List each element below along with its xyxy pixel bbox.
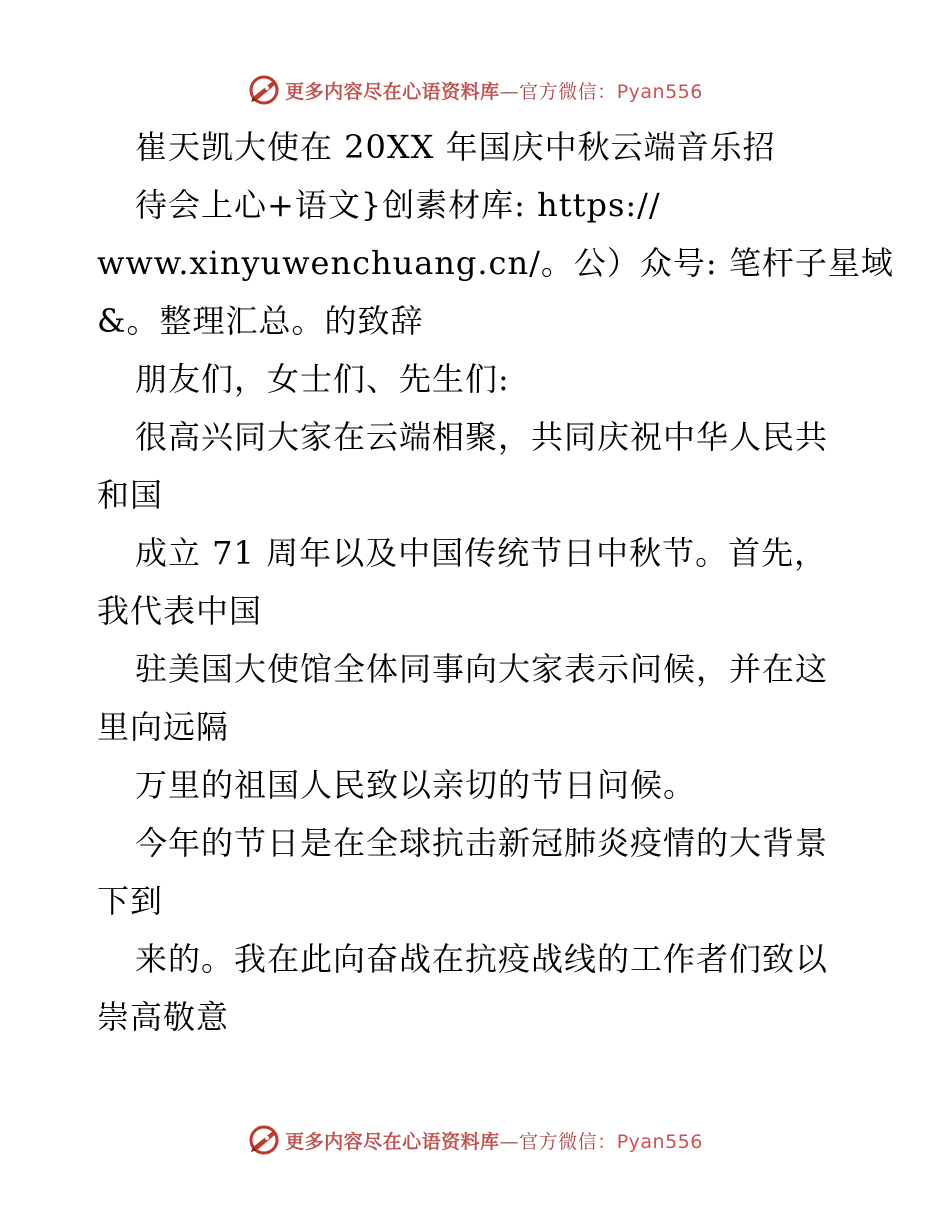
text-line: 待会上心+语文}创素材库: https:// bbox=[135, 186, 661, 224]
text-line: 和国 bbox=[97, 476, 164, 514]
text-line: 很高兴同大家在云端相聚，共同庆祝中华人民共 bbox=[135, 418, 829, 456]
banner-text bbox=[285, 1127, 703, 1154]
text-line: 来的。我在此向奋战在抗疫战线的工作者们致以 bbox=[135, 940, 829, 978]
text-line: &。整理汇总。的致辞 bbox=[97, 302, 424, 340]
text-line: 崇高敬意 bbox=[97, 998, 230, 1036]
text-line: 崔天凯大使在 20XX 年国庆中秋云端音乐招 bbox=[135, 128, 776, 166]
banner-prefix: 更多内容尽在心语资料库 bbox=[285, 80, 500, 103]
text-line: www.xinyuwenchuang.cn/。公）众号: 笔杆子星域 bbox=[97, 244, 894, 282]
footer-banner bbox=[0, 1120, 950, 1160]
text-line: 驻美国大使馆全体同事向大家表示问候，并在这 bbox=[135, 650, 829, 688]
text-line: 万里的祖国人民致以亲切的节日问候。 bbox=[135, 766, 697, 804]
banner-wechat-id: Pyan556 bbox=[616, 1130, 703, 1153]
text-line: 下到 bbox=[97, 882, 164, 920]
banner-suffix: 官方微信： bbox=[519, 80, 617, 103]
text-line: 成立 71 周年以及中国传统节日中秋节。首先， bbox=[135, 534, 828, 572]
text-line: 今年的节日是在全球抗击新冠肺炎疫情的大背景 bbox=[135, 824, 829, 862]
banner-prefix: 更多内容尽在心语资料库 bbox=[285, 1130, 500, 1153]
header-banner bbox=[0, 70, 950, 110]
text-line: 里向远隔 bbox=[97, 708, 230, 746]
banner-suffix: 官方微信： bbox=[519, 1130, 617, 1153]
banner-dash: — bbox=[499, 80, 520, 103]
pen-nib-circle-icon bbox=[247, 73, 281, 107]
pen-nib-circle-icon bbox=[247, 1123, 281, 1157]
document-body bbox=[97, 118, 894, 1046]
text-line: 朋友们，女士们、先生们: bbox=[135, 360, 510, 398]
banner-dash: — bbox=[499, 1130, 520, 1153]
banner-wechat-id: Pyan556 bbox=[616, 80, 703, 103]
text-line: 我代表中国 bbox=[97, 592, 263, 630]
banner-text bbox=[285, 77, 703, 104]
